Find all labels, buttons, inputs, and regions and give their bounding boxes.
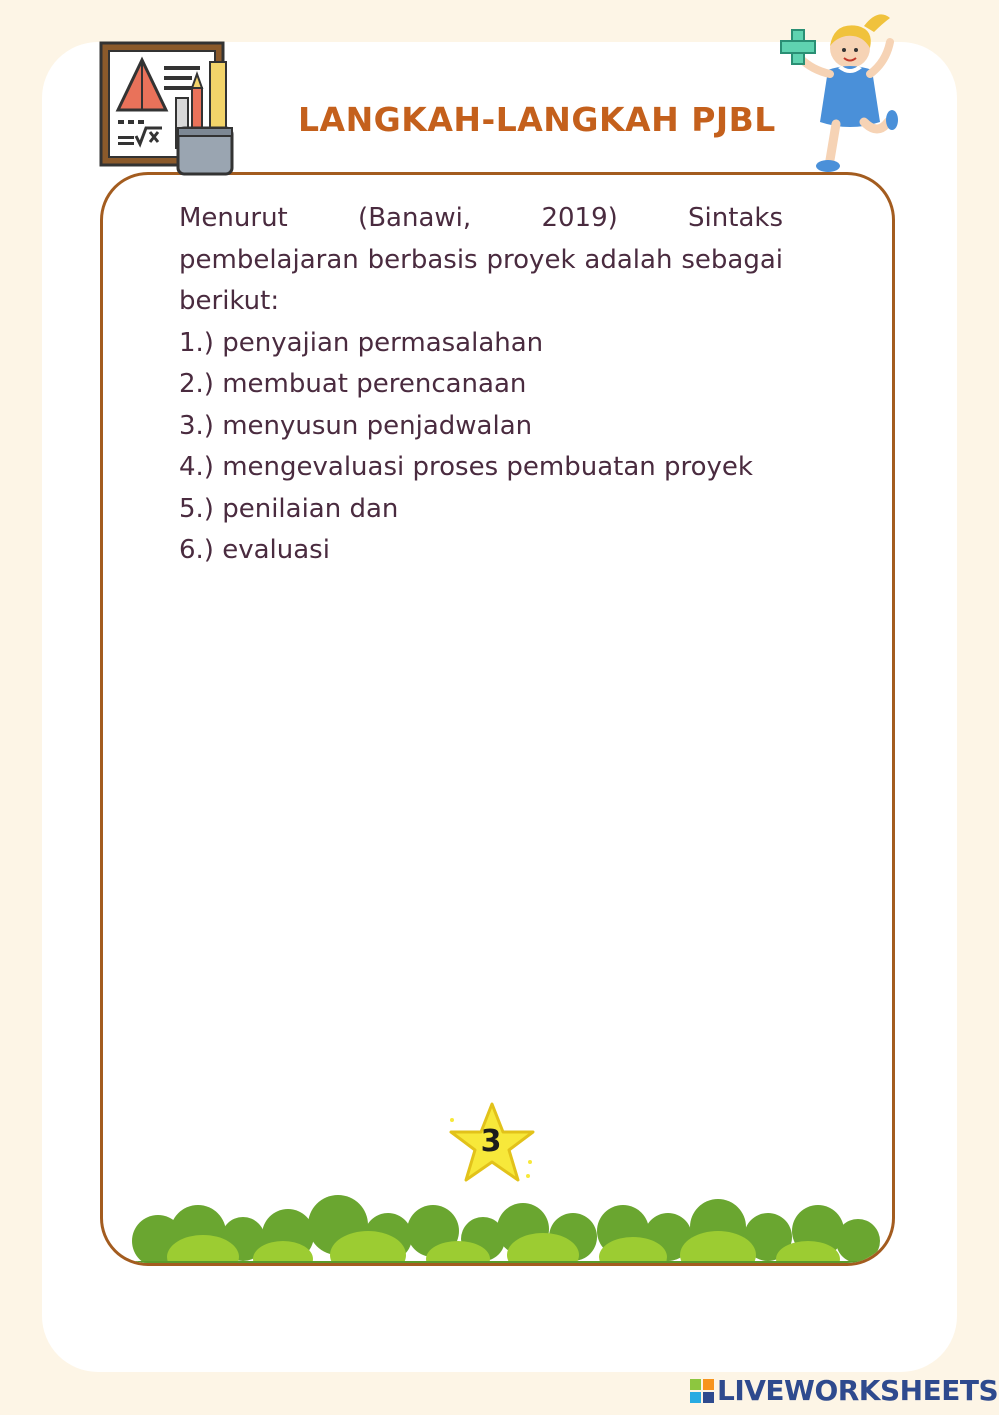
- list-item: 6.) evaluasi: [179, 535, 330, 565]
- list-item: 1.) penyajian permasalahan: [179, 327, 544, 358]
- page-number: 3: [480, 1124, 502, 1159]
- bushes-decoration: [103, 1183, 895, 1263]
- footer-brand-text: LIVEWORKSHEETS: [717, 1374, 999, 1407]
- intro-paragraph: Menurut (Banawi, 2019) Sintaks pembelajaran berbasis proyek adalah sebagai berikut:: [179, 203, 783, 316]
- math-board-icon: [98, 40, 238, 180]
- list-item: 4.) mengevaluasi proses pembuatan proyek: [179, 452, 753, 482]
- body-text: [179, 198, 783, 572]
- page-number-badge: [446, 1100, 538, 1186]
- footer-brand: [690, 1374, 998, 1407]
- list-item: 5.) penilaian dan: [179, 493, 399, 524]
- steps-list: [179, 323, 783, 572]
- liveworksheets-logo-icon: [690, 1379, 714, 1403]
- girl-with-plus-sign-illustration: [778, 8, 903, 176]
- list-item: 2.) membuat perencanaan: [179, 369, 527, 399]
- list-item: 3.) menyusun penjadwalan: [179, 410, 533, 441]
- page-title: LANGKAH-LANGKAH PJBL: [298, 100, 776, 139]
